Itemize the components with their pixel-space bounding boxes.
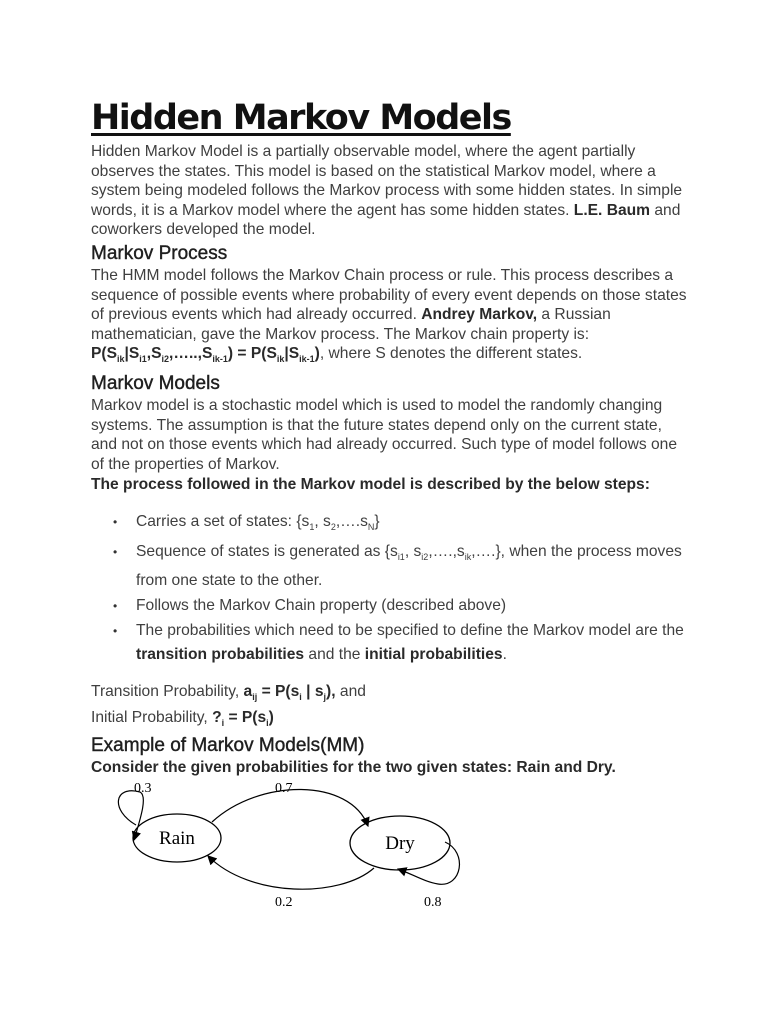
label-dry-self: 0.8 xyxy=(424,895,442,910)
state-dry-label: Dry xyxy=(385,833,415,854)
markov-models-paragraph: Markov model is a stochastic model which is used to model the randomly changing systems. The assumption is that the future states depend only on the current state, and not on those events which had already occurred. Such type of model follows one of the properties of Markov. xyxy=(91,397,677,473)
label-rain-to-dry: 0.7 xyxy=(275,781,293,796)
rain-self-loop xyxy=(118,791,143,840)
example-consider: Consider the given probabilities for the two given states: Rain and Dry. xyxy=(91,759,616,777)
heading-markov-models: Markov Models xyxy=(91,373,220,395)
arrow-dry-to-rain xyxy=(208,856,374,889)
document xyxy=(91,96,691,778)
markov-process-text: The HMM model follows the Markov Chain process or rule. This process describes a sequence of possible events where probability of every event depends on those states of previous events which had already occurred. xyxy=(91,266,687,324)
initial-probability: Initial Probability, $?_i = P(s_i)$ xyxy=(91,708,274,728)
formula-tail: , where S denotes the different states. xyxy=(319,345,583,363)
label-dry-to-rain: 0.2 xyxy=(275,895,293,910)
markov-process-paragraph xyxy=(91,266,691,344)
intro-text: Hidden Markov Model is a partially observable model, where the agent partially observes the states. This model is based on the statistical Markov model, where a system being modeled follows the Markov process with some hidden states. In simple words, it is a Markov model where the agent has some hidden states. xyxy=(91,143,683,219)
steps-list xyxy=(91,510,691,668)
markov-formula: $P(S_{ik}|S_{i1},S_{i2},\dots..,S_{ik-1}) = P(S_{ik}|S_{ik-1})$, where S denotes the different states. xyxy=(91,345,583,365)
markov-process-bold: Andrey Markov, xyxy=(421,306,538,324)
markov-state-diagram xyxy=(100,770,480,920)
intro-bold: L.E. Baum xyxy=(573,201,651,219)
label-rain-self: 0.3 xyxy=(134,781,152,796)
transition-probability: Transition Probability, $a_{ij} = P(s_i$ | $s_j$), and xyxy=(91,682,366,702)
list-item: • Sequence of states is generated as {$s_{i1}$, $s_{i2},\dots.,s_{ik},\dots$.}, when the process moves from one state to the other. xyxy=(91,540,691,594)
list-item: • Follows the Markov Chain property (described above) xyxy=(91,594,691,619)
intro-tail: and coworkers developed the model. xyxy=(91,201,681,239)
heading-markov-process: Markov Process xyxy=(91,242,228,264)
markov-process-tail: a Russian mathematician, gave the Markov process. The Markov chain property is: xyxy=(91,306,611,343)
state-rain-label: Rain xyxy=(159,828,195,849)
heading-example: Example of Markov Models(MM) xyxy=(91,735,365,757)
list-item: • Carries a set of states: {$s_1$, $s_2,\dots.s_N$} xyxy=(91,510,691,540)
steps-intro: The process followed in the Markov model is described by the below steps: xyxy=(91,476,650,494)
page-title: Hidden Markov Models xyxy=(91,98,511,138)
intro-paragraph xyxy=(91,142,691,240)
list-item: • The probabilities which need to be specified to define the Markov model are the transition probabilities and the initial probabilities. xyxy=(91,619,691,668)
